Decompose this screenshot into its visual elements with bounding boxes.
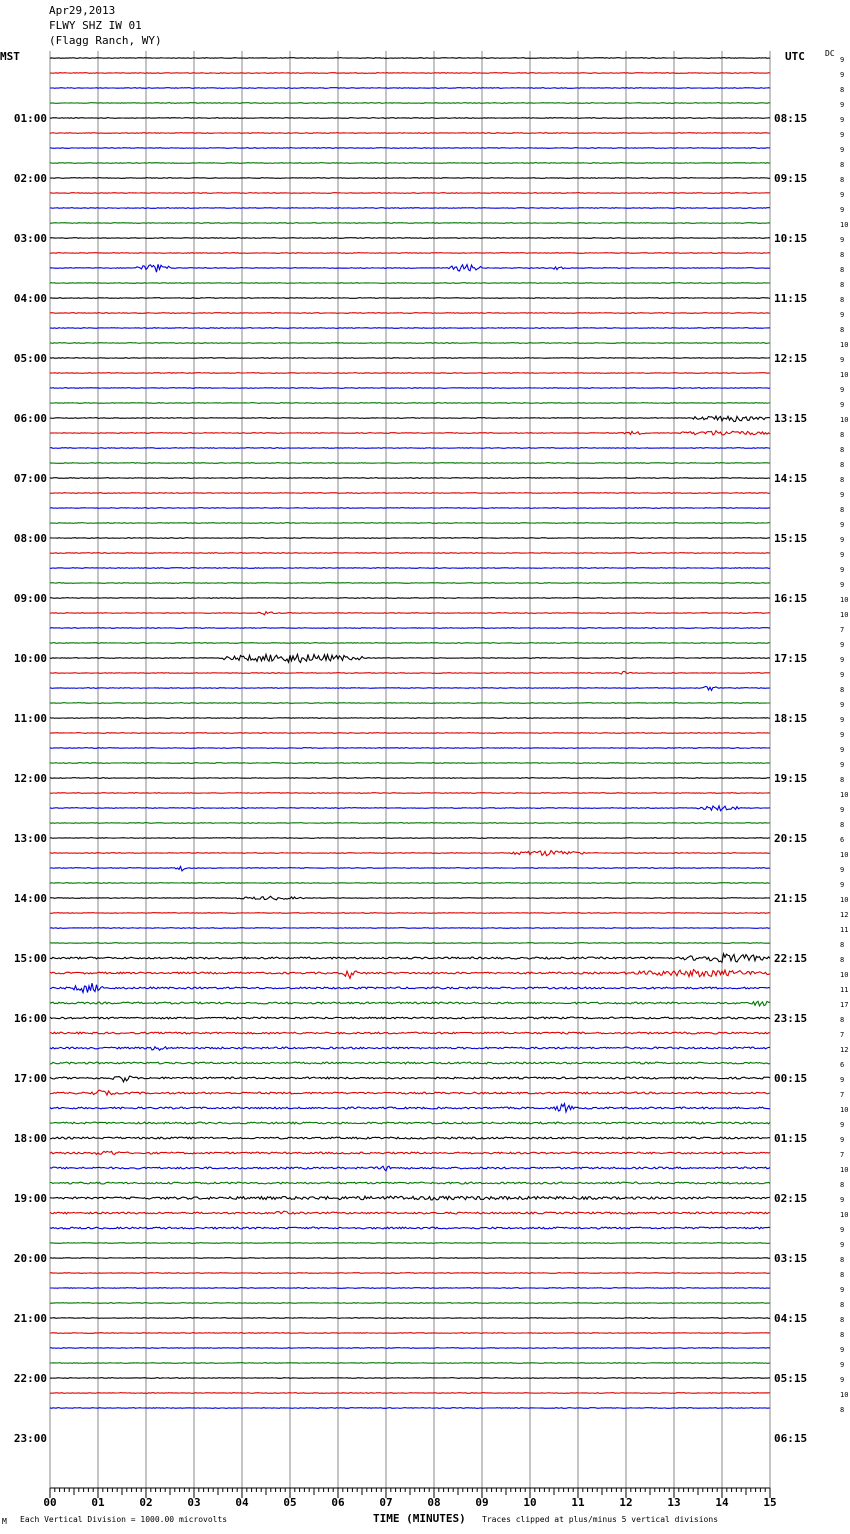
dc-offset-label: 9: [840, 701, 845, 709]
seismic-trace: [50, 1408, 770, 1409]
dc-offset-label: 9: [840, 731, 845, 739]
seismic-trace: [50, 1393, 770, 1394]
header-date: Apr29,2013: [49, 4, 116, 17]
dc-offset-label: 7: [840, 1031, 845, 1039]
seismic-trace: [50, 913, 770, 914]
x-tick-label: 06: [331, 1496, 345, 1509]
header-location: (Flagg Ranch, WY): [49, 34, 162, 47]
right-hour-label: 15:15: [774, 532, 808, 545]
dc-offset-label: 8: [840, 506, 845, 514]
dc-offset-label: 10: [840, 416, 849, 424]
dc-offset-label: 8: [840, 1316, 845, 1324]
dc-offset-label: 9: [840, 746, 845, 754]
dc-offset-label: 9: [840, 1286, 845, 1294]
seismic-trace: [50, 1378, 770, 1379]
dc-offset-label: 8: [840, 86, 845, 94]
seismic-trace: [50, 883, 770, 884]
right-hour-label: 20:15: [774, 832, 808, 845]
seismic-trace: [50, 223, 770, 224]
seismic-trace: [50, 1363, 770, 1364]
dc-offset-label: 9: [840, 1241, 845, 1249]
seismic-trace: [50, 1032, 770, 1034]
right-hour-label: 17:15: [774, 652, 808, 665]
dc-offset-label: 9: [840, 866, 845, 874]
seismic-trace: [50, 523, 770, 524]
right-hour-label: 18:15: [774, 712, 808, 725]
x-tick-label: 14: [715, 1496, 729, 1509]
scale-note: Each Vertical Division = 1000.00 microvolts: [20, 1515, 228, 1524]
seismic-trace: [50, 448, 770, 449]
seismic-trace: [50, 1047, 770, 1051]
dc-offset-label: 9: [840, 806, 845, 814]
seismic-trace: [50, 1303, 770, 1304]
x-tick-label: 04: [235, 1496, 249, 1509]
dc-offset-label: 9: [840, 1226, 845, 1234]
seismic-trace: [50, 654, 770, 662]
seismic-trace: [50, 463, 770, 464]
dc-offset-label: 9: [840, 1076, 845, 1084]
left-hour-label: 16:00: [13, 1012, 47, 1025]
dc-offset-label: 8: [840, 266, 845, 274]
seismic-trace: [50, 851, 770, 856]
seismic-trace: [50, 403, 770, 404]
left-hour-label: 12:00: [13, 772, 47, 785]
right-hour-label: 00:15: [774, 1072, 808, 1085]
dc-offset-label: 8: [840, 1016, 845, 1024]
dc-offset-label: 17: [840, 1001, 849, 1009]
seismic-trace: [50, 253, 770, 254]
seismic-trace: [50, 1258, 770, 1259]
dc-offset-label: 9: [840, 356, 845, 364]
seismic-trace: [50, 1090, 770, 1095]
dc-offset-label: 9: [840, 191, 845, 199]
seismic-trace: [50, 733, 770, 734]
seismic-trace: [50, 1318, 770, 1319]
right-hour-label: 04:15: [774, 1312, 808, 1325]
left-hour-label: 01:00: [13, 112, 47, 125]
seismic-trace: [50, 1076, 770, 1082]
dc-offset-label: 8: [840, 1406, 845, 1414]
seismic-trace: [50, 1333, 770, 1334]
seismic-trace: [50, 1227, 770, 1229]
dc-offset-label: 9: [840, 581, 845, 589]
seismic-trace: [50, 538, 770, 539]
seismic-trace: [50, 1243, 770, 1244]
left-hour-label: 22:00: [13, 1372, 47, 1385]
dc-offset-label: 9: [840, 521, 845, 529]
dc-offset-label: 12: [840, 911, 849, 919]
left-hour-label: 04:00: [13, 292, 47, 305]
right-hour-label: 23:15: [774, 1012, 808, 1025]
left-hour-label: 08:00: [13, 532, 47, 545]
seismic-trace: [50, 568, 770, 569]
right-hour-label: 21:15: [774, 892, 808, 905]
seismic-trace: [50, 838, 770, 839]
right-hour-label: 14:15: [774, 472, 808, 485]
dc-offset-label: 10: [840, 851, 849, 859]
seismic-trace: [50, 1182, 770, 1184]
dc-offset-label: 8: [840, 296, 845, 304]
right-hour-label: 12:15: [774, 352, 808, 365]
dc-offset-label: 8: [840, 461, 845, 469]
seismic-trace: [50, 163, 770, 164]
seismic-trace: [50, 103, 770, 104]
dc-offset-label: 10: [840, 596, 849, 604]
left-hour-label: 19:00: [13, 1192, 47, 1205]
left-hour-label: 20:00: [13, 1252, 47, 1265]
dc-offset-label: 7: [840, 1091, 845, 1099]
seismic-trace: [50, 628, 770, 629]
dc-offset-label: 9: [840, 1121, 845, 1129]
dc-offset-label: 8: [840, 251, 845, 259]
seismic-trace: [50, 598, 770, 599]
seismic-trace: [50, 416, 770, 421]
dc-offset-label: 9: [840, 1136, 845, 1144]
seismic-trace: [50, 1151, 770, 1154]
seismic-trace: [50, 583, 770, 584]
seismic-trace: [50, 388, 770, 389]
dc-offset-label: 9: [840, 566, 845, 574]
seismic-trace: [50, 73, 770, 74]
seismic-trace: [50, 1017, 770, 1019]
dc-offset-label: 8: [840, 776, 845, 784]
seismic-trace: [50, 118, 770, 119]
x-tick-label: 02: [139, 1496, 153, 1509]
seismic-trace: [50, 1104, 770, 1112]
seismic-trace: [50, 748, 770, 749]
right-hour-label: 09:15: [774, 172, 808, 185]
dc-offset-label: 10: [840, 1106, 849, 1114]
dc-offset-label: 10: [840, 221, 849, 229]
dc-offset-label: 10: [840, 791, 849, 799]
seismic-trace: [50, 1001, 770, 1006]
seismic-trace: [50, 431, 770, 435]
dc-offset-label: 9: [840, 131, 845, 139]
seismic-trace: [50, 58, 770, 59]
seismic-trace: [50, 193, 770, 194]
seismic-trace: [50, 88, 770, 89]
left-hour-label: 15:00: [13, 952, 47, 965]
seismic-trace: [50, 358, 770, 359]
seismic-trace: [50, 806, 770, 811]
right-hour-label: 01:15: [774, 1132, 808, 1145]
dc-offset-label: 10: [840, 341, 849, 349]
right-hour-label: 11:15: [774, 292, 808, 305]
seismic-trace: [50, 283, 770, 284]
x-axis-label: TIME (MINUTES): [373, 1512, 466, 1525]
seismic-trace: [50, 1273, 770, 1274]
dc-offset-label: 9: [840, 236, 845, 244]
dc-offset-label: 9: [840, 71, 845, 79]
right-hour-label: 22:15: [774, 952, 808, 965]
dc-offset-label: 9: [840, 641, 845, 649]
clip-note: Traces clipped at plus/minus 5 vertical divisions: [482, 1515, 719, 1524]
dc-offset-label: 8: [840, 956, 845, 964]
seismic-trace: [50, 1288, 770, 1289]
seismic-trace: [50, 148, 770, 149]
x-tick-label: 15: [763, 1496, 777, 1509]
header-station: FLWY SHZ IW 01: [49, 19, 142, 32]
left-hour-label: 23:00: [13, 1432, 47, 1445]
dc-offset-label: 10: [840, 1391, 849, 1399]
seismic-trace: [50, 866, 770, 871]
x-tick-label: 05: [283, 1496, 297, 1509]
seismic-trace: [50, 1122, 770, 1124]
x-tick-label: 09: [475, 1496, 489, 1509]
left-hour-label: 14:00: [13, 892, 47, 905]
dc-offset-label: 9: [840, 881, 845, 889]
seismic-trace: [50, 778, 770, 779]
seismic-trace: [50, 718, 770, 719]
seismic-trace: [50, 1348, 770, 1349]
dc-offset-label: 8: [840, 821, 845, 829]
seismic-trace: [50, 928, 770, 929]
dc-offset-label: 10: [840, 971, 849, 979]
dc-offset-label: 10: [840, 1211, 849, 1219]
dc-offset-label: 8: [840, 446, 845, 454]
right-hour-label: 02:15: [774, 1192, 808, 1205]
seismic-trace: [50, 1137, 770, 1139]
dc-offset-label: 8: [840, 686, 845, 694]
dc-offset-label: 8: [840, 941, 845, 949]
seismic-trace: [50, 1196, 770, 1200]
dc-offset-label: 9: [840, 1376, 845, 1384]
seismic-trace: [50, 1166, 770, 1171]
dc-offset-label: 9: [840, 116, 845, 124]
dc-offset-label: 9: [840, 146, 845, 154]
seismic-trace: [50, 1211, 770, 1214]
dc-offset-label: 8: [840, 161, 845, 169]
dc-offset-label: 9: [840, 1346, 845, 1354]
seismic-trace: [50, 298, 770, 299]
seismic-trace: [50, 763, 770, 764]
dc-offset-label: 9: [840, 401, 845, 409]
dc-offset-label: 12: [840, 1046, 849, 1054]
dc-offset-label: 9: [840, 671, 845, 679]
dc-offset-label: 9: [840, 536, 845, 544]
seismic-trace: [50, 373, 770, 374]
dc-offset-label: 9: [840, 56, 845, 64]
dc-offset-label: 8: [840, 281, 845, 289]
left-hour-label: 18:00: [13, 1132, 47, 1145]
dc-offset-label: 8: [840, 326, 845, 334]
dc-offset-label: 8: [840, 1256, 845, 1264]
seismic-trace: [50, 238, 770, 239]
dc-label: DC: [825, 49, 835, 58]
dc-offset-label: 9: [840, 386, 845, 394]
dc-offset-label: 8: [840, 476, 845, 484]
x-tick-label: 03: [187, 1496, 201, 1509]
dc-offset-label: 9: [840, 491, 845, 499]
seismic-trace: [50, 896, 770, 900]
seismic-trace: [50, 970, 770, 979]
right-timezone-label: UTC: [785, 50, 805, 63]
left-hour-label: 11:00: [13, 712, 47, 725]
seismic-trace: [50, 983, 770, 992]
dc-offset-label: 9: [840, 311, 845, 319]
dc-offset-label: 6: [840, 1061, 845, 1069]
left-hour-label: 06:00: [13, 412, 47, 425]
dc-offset-label: 8: [840, 1271, 845, 1279]
seismic-trace: [50, 328, 770, 329]
dc-offset-label: 7: [840, 626, 845, 634]
seismic-trace: [50, 208, 770, 209]
dc-offset-label: 9: [840, 1361, 845, 1369]
x-tick-label: 11: [571, 1496, 585, 1509]
right-hour-label: 13:15: [774, 412, 808, 425]
dc-offset-label: 8: [840, 1301, 845, 1309]
dc-offset-label: 9: [840, 551, 845, 559]
right-hour-label: 05:15: [774, 1372, 808, 1385]
seismic-trace: [50, 478, 770, 479]
right-hour-label: 06:15: [774, 1432, 808, 1445]
dc-offset-label: 10: [840, 371, 849, 379]
x-tick-label: 12: [619, 1496, 633, 1509]
seismic-trace: [50, 493, 770, 494]
right-hour-label: 19:15: [774, 772, 808, 785]
seismic-trace: [50, 133, 770, 134]
dc-offset-label: 8: [840, 176, 845, 184]
seismic-trace: [50, 264, 770, 272]
dc-offset-label: 10: [840, 896, 849, 904]
dc-offset-label: 9: [840, 101, 845, 109]
seismic-trace: [50, 178, 770, 179]
dc-offset-label: 9: [840, 656, 845, 664]
x-tick-label: 01: [91, 1496, 105, 1509]
seismic-trace: [50, 686, 770, 690]
footer-corner-mark: M: [2, 1517, 7, 1526]
left-hour-label: 03:00: [13, 232, 47, 245]
dc-offset-label: 11: [840, 926, 849, 934]
seismic-trace: [50, 943, 770, 944]
dc-offset-label: 8: [840, 1331, 845, 1339]
seismic-trace: [50, 703, 770, 704]
x-tick-label: 07: [379, 1496, 393, 1509]
dc-offset-label: 11: [840, 986, 849, 994]
dc-offset-label: 6: [840, 836, 845, 844]
left-hour-label: 21:00: [13, 1312, 47, 1325]
seismic-trace: [50, 643, 770, 644]
dc-offset-label: 9: [840, 761, 845, 769]
seismic-trace: [50, 343, 770, 344]
left-hour-label: 07:00: [13, 472, 47, 485]
x-tick-label: 10: [523, 1496, 537, 1509]
right-hour-label: 08:15: [774, 112, 808, 125]
seismic-trace: [50, 671, 770, 674]
dc-offset-label: 10: [840, 611, 849, 619]
dc-offset-label: 7: [840, 1151, 845, 1159]
dc-offset-label: 10: [840, 1166, 849, 1174]
left-hour-label: 09:00: [13, 592, 47, 605]
right-hour-label: 16:15: [774, 592, 808, 605]
seismic-trace: [50, 954, 770, 963]
x-tick-label: 08: [427, 1496, 441, 1509]
right-hour-label: 10:15: [774, 232, 808, 245]
dc-offset-label: 9: [840, 206, 845, 214]
seismic-trace: [50, 1062, 770, 1064]
dc-offset-label: 9: [840, 716, 845, 724]
seismic-trace: [50, 823, 770, 824]
left-timezone-label: MST: [0, 50, 20, 63]
dc-offset-label: 8: [840, 431, 845, 439]
seismic-trace: [50, 313, 770, 314]
seismic-trace: [50, 793, 770, 794]
dc-offset-label: 9: [840, 1196, 845, 1204]
left-hour-label: 05:00: [13, 352, 47, 365]
left-hour-label: 17:00: [13, 1072, 47, 1085]
x-tick-label: 00: [43, 1496, 57, 1509]
seismic-trace: [50, 508, 770, 509]
seismic-trace: [50, 612, 770, 615]
x-tick-label: 13: [667, 1496, 681, 1509]
seismic-trace: [50, 553, 770, 554]
right-hour-label: 03:15: [774, 1252, 808, 1265]
left-hour-label: 02:00: [13, 172, 47, 185]
left-hour-label: 13:00: [13, 832, 47, 845]
dc-offset-label: 8: [840, 1181, 845, 1189]
left-hour-label: 10:00: [13, 652, 47, 665]
